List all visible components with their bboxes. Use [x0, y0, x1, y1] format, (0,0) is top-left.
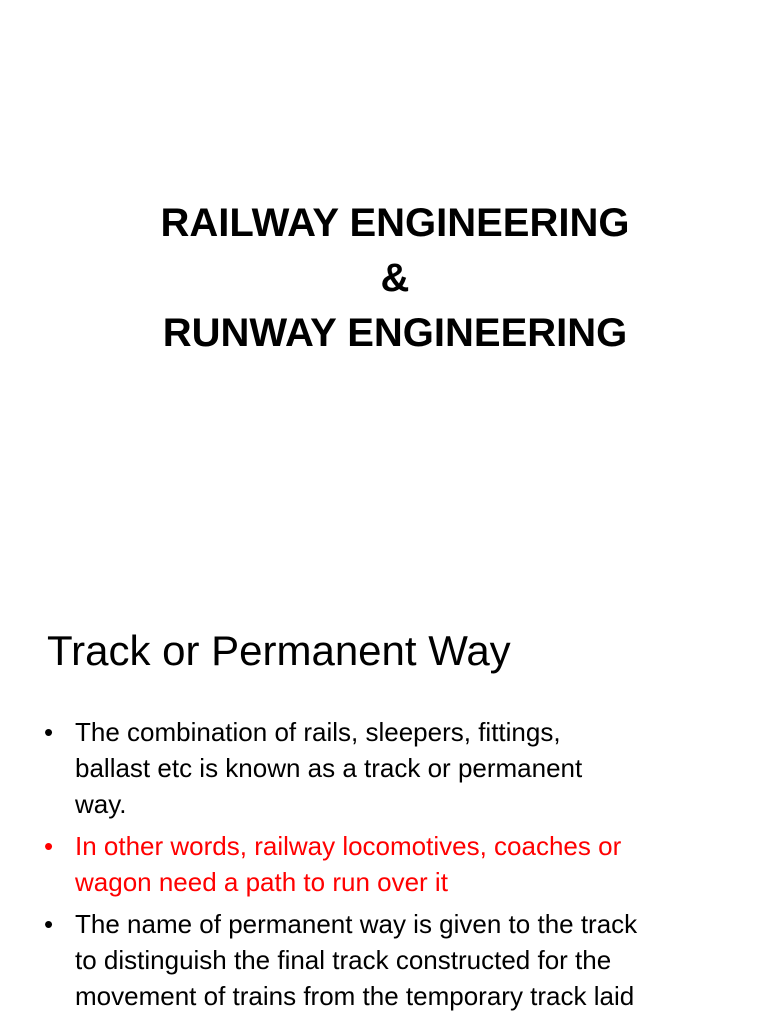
- bullet-list: [44, 714, 744, 1020]
- title-line-3: RUNWAY ENGINEERING: [162, 311, 628, 355]
- bullet-line: In other words, railway locomotives, coaches or: [75, 831, 622, 861]
- title-line-2: &: [380, 256, 410, 300]
- bullet-marker: •: [44, 717, 54, 747]
- slide-heading: Track or Permanent Way: [47, 627, 511, 674]
- content-slide: [0, 576, 768, 1024]
- title-line-1: RAILWAY ENGINEERING: [160, 201, 630, 245]
- bullet-line: movement of trains from the temporary track laid: [75, 981, 635, 1011]
- bullet-line: wagon need a path to run over it: [75, 867, 448, 897]
- slide-title-block: [0, 196, 768, 361]
- bullet-line: way.: [75, 789, 127, 819]
- bullet-line: The combination of rails, sleepers, fittings,: [75, 717, 561, 747]
- bullet-line: to distinguish the final track constructed for the: [75, 945, 612, 975]
- bullet-item-1: [44, 714, 744, 822]
- bullet-item-3: [44, 906, 744, 1014]
- bullet-item-2: [44, 828, 744, 900]
- bullet-marker: •: [44, 909, 54, 939]
- bullet-line: ballast etc is known as a track or permanent: [75, 753, 583, 783]
- bullet-marker: •: [44, 831, 54, 861]
- bullet-line: The name of permanent way is given to the track: [75, 909, 638, 939]
